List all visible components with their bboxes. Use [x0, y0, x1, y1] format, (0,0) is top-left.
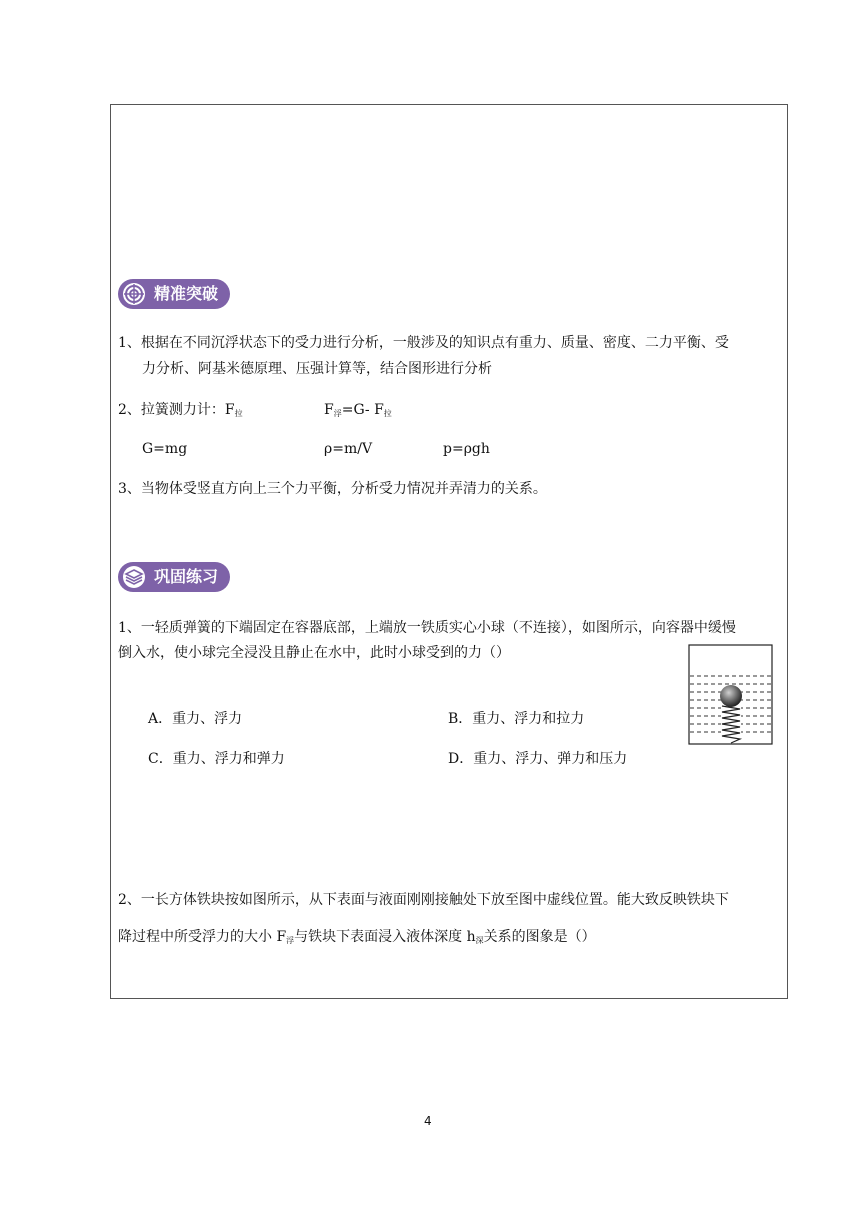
item1-line1: 1、根据在不同沉浮状态下的受力进行分析，一般涉及的知识点有重力、质量、密度、二力平衡、受	[118, 335, 729, 351]
stack-icon	[123, 566, 145, 588]
target-icon	[123, 283, 145, 305]
spring-ball-figure	[688, 644, 774, 746]
section-badge-precise-breakthrough	[118, 279, 230, 309]
item3: 3、当物体受竖直方向上三个力平衡，分析受力情况并弄清力的关系。	[118, 481, 547, 497]
item1-line2: 力分析、阿基米德原理、压强计算等，结合图形进行分析	[142, 361, 492, 377]
formula-gravity: G=mg	[142, 441, 188, 457]
option-a: A．重力、浮力	[148, 711, 243, 727]
formula-buoyancy: $F_浮=G-$ $F_拉$	[324, 402, 392, 418]
page-number: 4	[424, 1114, 432, 1128]
formula-density: ρ=m/V	[324, 441, 373, 457]
q1-line1: 1、一轻质弹簧的下端固定在容器底部，上端放一铁质实心小球（不连接），如图所示，向容器中缓慢	[118, 620, 736, 636]
option-d: D．重力、浮力、弹力和压力	[448, 751, 628, 767]
option-b: B．重力、浮力和拉力	[448, 711, 585, 727]
q2-line1: 2、一长方体铁块按如图所示，从下表面与液面刚刚接触处下放至图中虚线位置。能大致反映铁块下	[118, 892, 729, 908]
item2-formula-tension: 2、拉簧测力计：$F_拉$	[118, 402, 243, 418]
content-frame	[110, 104, 788, 999]
section-badge-practice	[118, 562, 230, 592]
q2-line2: 降过程中所受浮力的大小 $F_浮$与铁块下表面浸入液体深度 $h_深$关系的图象是（）	[118, 929, 596, 945]
q1-line2: 倒入水，使小球完全浸没且静止在水中，此时小球受到的力（）	[118, 645, 510, 661]
section-title: 巩固练习	[154, 567, 219, 586]
formula-pressure: p=ρgh	[443, 441, 490, 457]
option-c: C．重力、浮力和弹力	[148, 751, 285, 767]
section-title: 精准突破	[154, 284, 219, 303]
